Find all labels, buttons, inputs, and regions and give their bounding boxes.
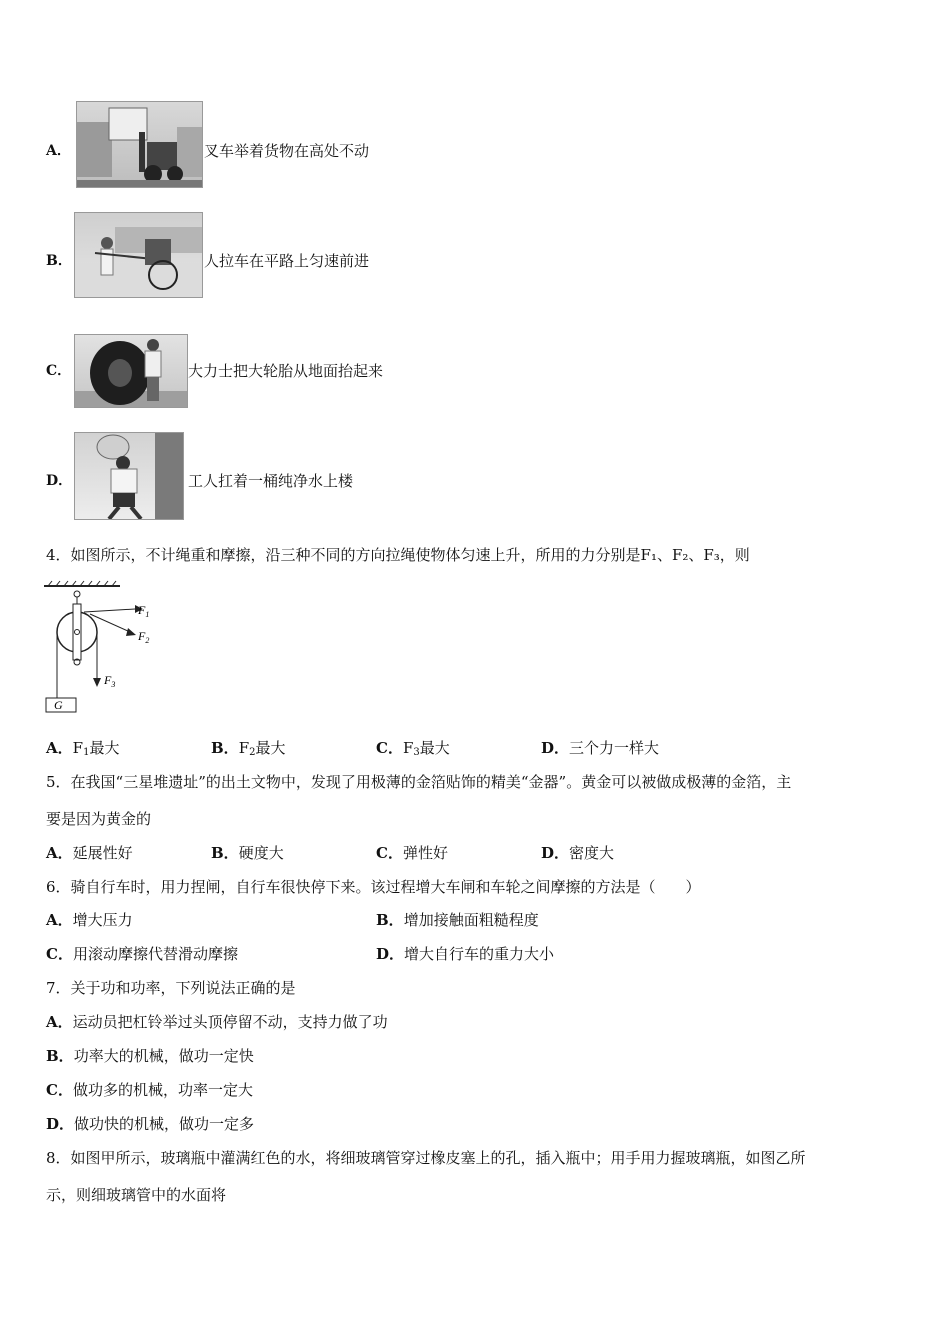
q8-stem-line1: 8．如图甲所示，玻璃瓶中灌满红色的水，将细玻璃管穿过橡皮塞上的孔，插入瓶中；用手用力握玻璃瓶，如图乙所	[46, 1149, 806, 1167]
q7-option-a: A．运动员把杠铃举过头顶停留不动，支持力做了功	[46, 1013, 388, 1031]
q6-option-c: C．用滚动摩擦代替滑动摩擦	[46, 945, 238, 963]
q6-stem: 6．骑自行车时，用力捏闸，自行车很快停下来。该过程增大车闸和车轮之间摩擦的方法是（ ）	[46, 878, 701, 896]
option-letter: A．	[46, 143, 71, 159]
q5-stem-line2: 要是因为黄金的	[46, 810, 152, 828]
force-f1-label: $F_1$	[138, 603, 150, 619]
option-letter: C．	[46, 363, 72, 379]
option-text: 叉车举着货物在高处不动	[204, 142, 370, 160]
q6-option-b: B．增加接触面粗糙程度	[376, 911, 539, 929]
rickshaw-photo	[74, 212, 203, 298]
option-text: 工人扛着一桶纯净水上楼	[188, 472, 354, 490]
option-letter: D．	[46, 473, 73, 489]
option-letter: B．	[46, 253, 72, 269]
q7-option-c: C．做功多的机械，功率一定大	[46, 1081, 253, 1099]
q8-stem-line2: 示，则细玻璃管中的水面将	[46, 1186, 227, 1204]
water-bucket-photo	[74, 432, 184, 520]
q4-option-a: A．$F_1$最大	[46, 739, 120, 758]
weight-label: G	[54, 698, 63, 712]
q5-stem-line1: 5．在我国“三星堆遗址”的出土文物中，发现了用极薄的金箔贴饰的精美“金器”。黄金可以被做成极薄的金箔，主	[46, 773, 792, 791]
q4-option-c: C．$F_3$最大	[376, 739, 450, 758]
option-text: 大力士把大轮胎从地面抬起来	[188, 362, 384, 380]
q4-option-b: B．$F_2$最大	[211, 739, 286, 758]
q5-option-c: C．弹性好	[376, 844, 448, 862]
q5-option-b: B．硬度大	[211, 844, 284, 862]
q7-stem: 7．关于功和功率，下列说法正确的是	[46, 979, 296, 997]
q7-option-d: D．做功快的机械，做功一定多	[46, 1115, 255, 1133]
option-text: 人拉车在平路上匀速前进	[204, 252, 370, 270]
q5-option-d: D．密度大	[541, 844, 615, 862]
q7-option-b: B．功率大的机械，做功一定快	[46, 1047, 254, 1065]
q5-option-a: A．延展性好	[46, 844, 133, 862]
tire-photo	[74, 334, 188, 408]
q6-option-d: D．增大自行车的重力大小	[376, 945, 555, 963]
q6-option-a: A．增大压力	[46, 911, 133, 929]
force-f3-label: $F_3$	[104, 673, 116, 689]
q4-stem: 4．如图所示，不计绳重和摩擦，沿三种不同的方向拉绳使物体匀速上升，所用的力分别是F₁、F₂、F₃，则	[46, 546, 750, 564]
pulley-diagram	[40, 580, 170, 720]
force-f2-label: $F_2$	[138, 629, 150, 645]
forklift-photo	[76, 101, 203, 188]
q4-option-d: D．三个力一样大	[541, 739, 660, 757]
